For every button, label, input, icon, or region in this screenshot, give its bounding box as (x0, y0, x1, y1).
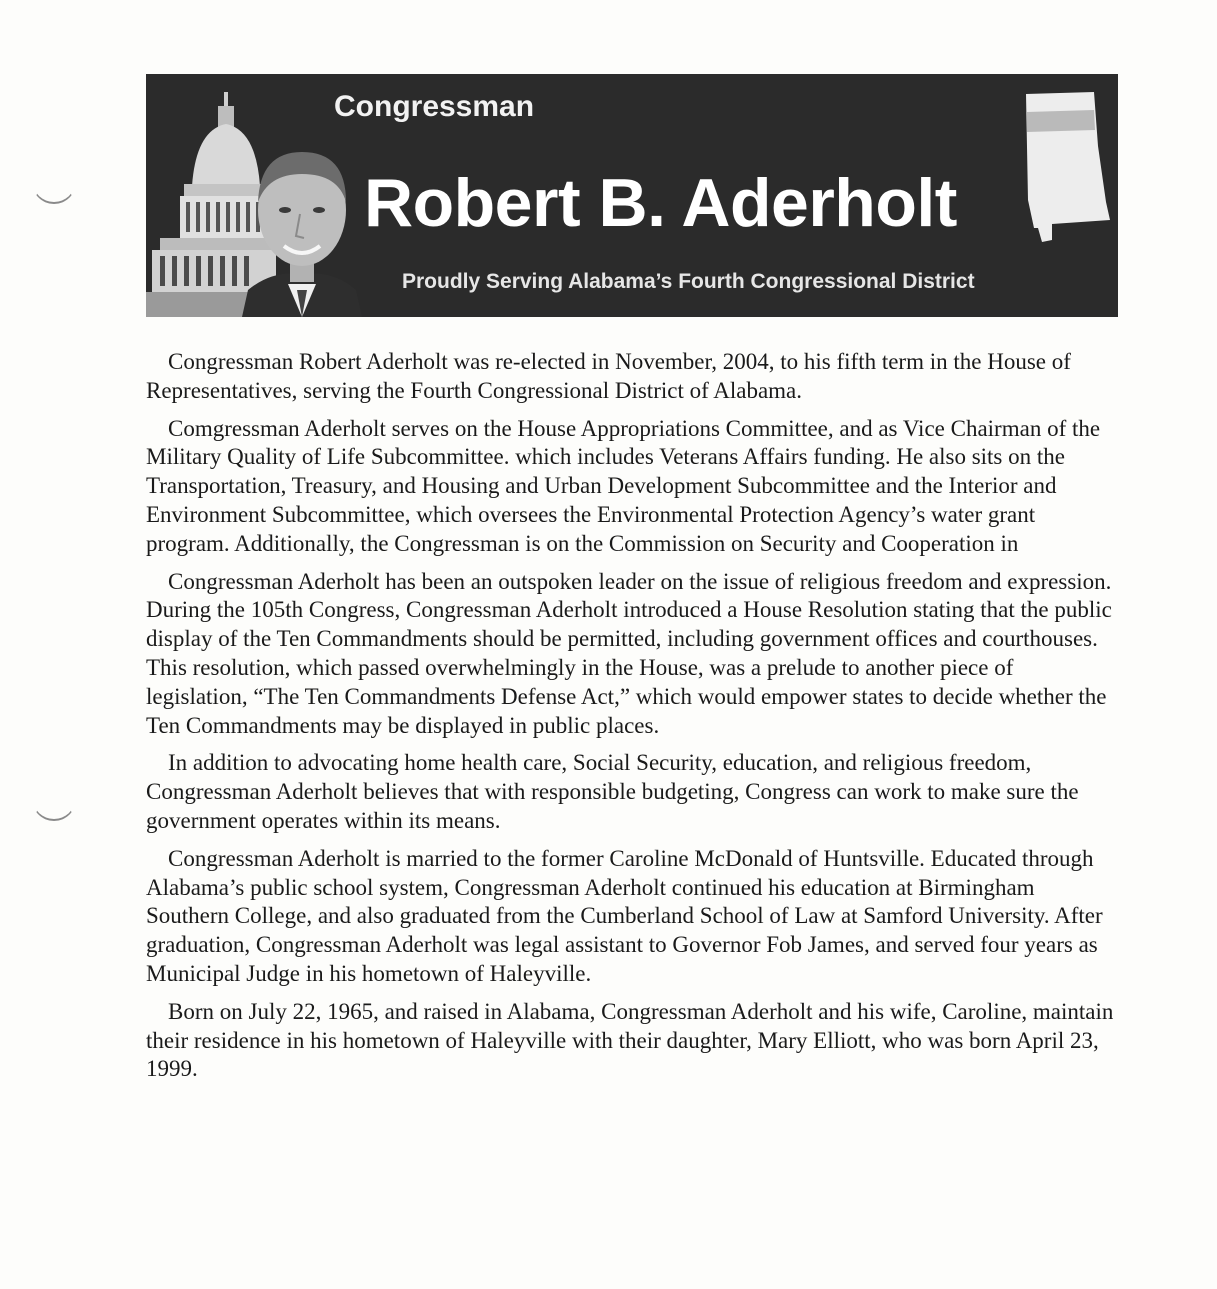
paragraph-committees: Comgressman Aderholt serves on the House Appropriations Committee, and as Vice Chairman of the Military Quality of Life Subcommittee. which includes Veterans Affairs funding. He also sits on the Transportation, Treasury, and Housing and Urban Development Subcommittee and the Interior and Environment Subcommittee, which oversees the Environmental Protection Agency’s water grant program. Additionally, the Congressman is on the Commission on Security and Cooperation in (146, 415, 1101, 556)
congressman-portrait (242, 144, 362, 317)
banner-pre-title: Congressman (334, 90, 535, 123)
banner-name: Robert B. Aderholt (364, 165, 957, 241)
paragraph-education: Congressman Aderholt is married to the former Caroline McDonald of Huntsville. Educated through Alabama’s public school system, Congressman Aderholt continued his education at Birmingham Southern College, and also graduated from the Cumberland School of Law at Samford University. After graduation, Congressman Aderholt was legal assistant to Governor Fob James, and served four years as Municipal Judge in his hometown of Haleyville. (146, 845, 1103, 986)
paragraph-religious-freedom: Congressman Aderholt has been an outspoken leader on the issue of religious freedom and expression. During the 105th Congress, Congressman Aderholt introduced a House Resolution stating that the public display of the Ten Commandments should be permitted, including government offices and courthouses. This resolution, which passed overwhelmingly in the House, was a prelude to another piece of legislation, “The Ten Commandments Defense Act,” which would empower states to decide whether the Ten Commandments may be displayed in public places. (146, 568, 1112, 738)
header-banner (146, 74, 1118, 317)
paragraph-family: Born on July 22, 1965, and raised in Alabama, Congressman Aderholt and his wife, Caroline, maintain their residence in his hometown of Haleyville with their daughter, Mary Elliott, who was born April 23, 1999. (146, 998, 1114, 1082)
paragraph-reelection: Congressman Robert Aderholt was re-elected in November, 2004, to his fifth term in the House of Representatives, serving the Fourth Congressional District of Alabama. (146, 349, 1071, 403)
binder-hole-top (32, 180, 76, 204)
banner-tagline: Proudly Serving Alabama’s Fourth Congressional District (402, 270, 975, 293)
biography-text (146, 348, 1114, 1093)
binder-hole-bottom (32, 797, 76, 821)
paragraph-budget: In addition to advocating home health care, Social Security, education, and religious freedom, Congressman Aderholt believes that with responsible budgeting, Congress can work to make sure the government operates within its means. (146, 750, 1079, 833)
alabama-map-icon (1012, 90, 1112, 250)
